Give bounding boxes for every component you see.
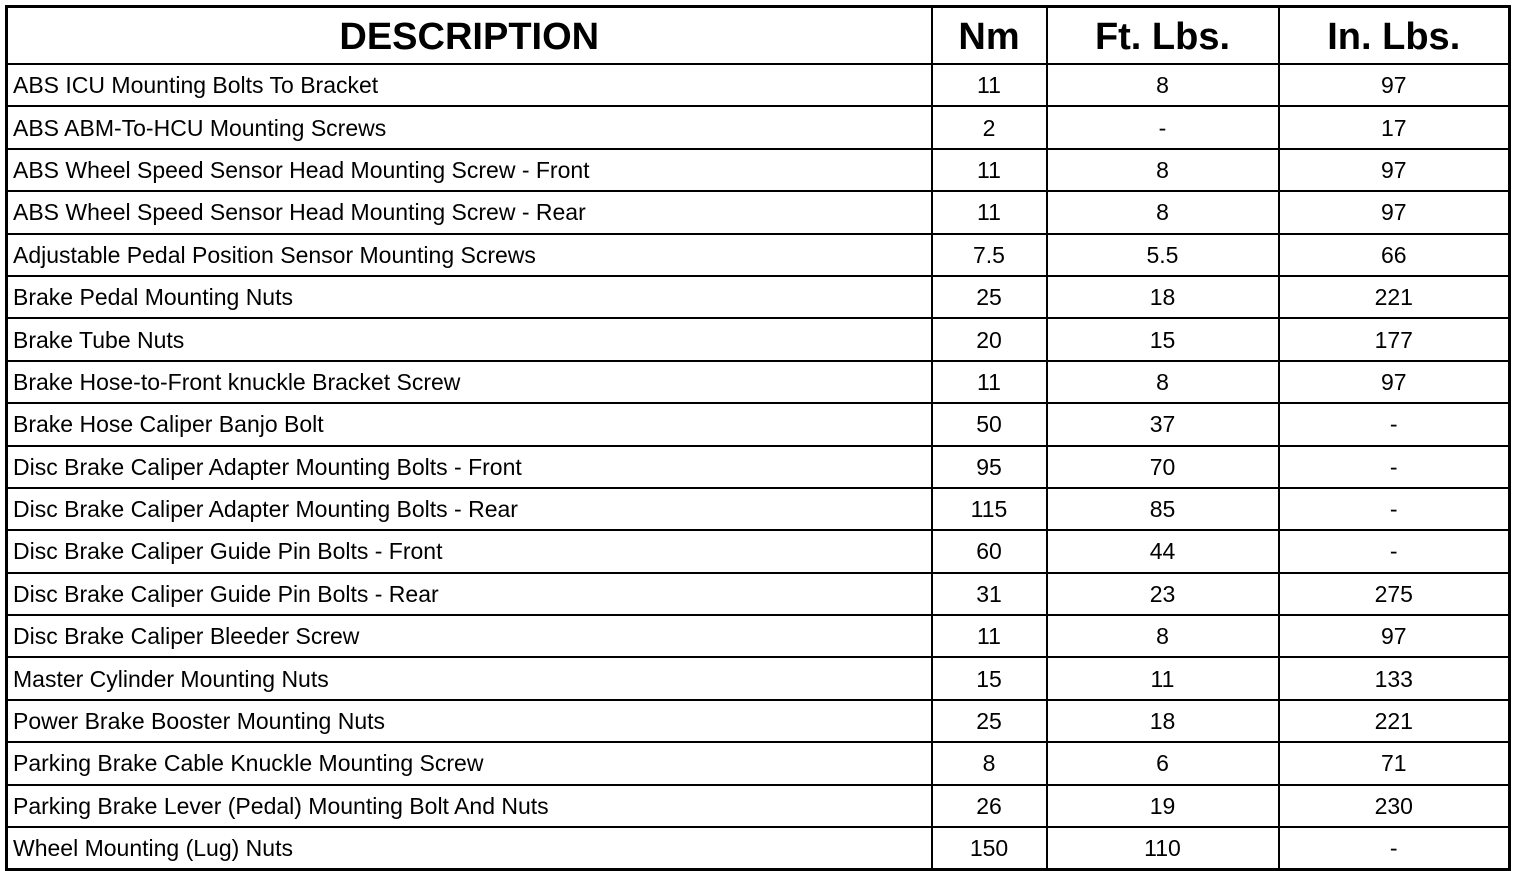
cell-in-lbs: - [1279, 446, 1510, 488]
cell-ft-lbs: 6 [1047, 742, 1279, 784]
table-row [7, 446, 1510, 488]
cell-description: Brake Hose Caliper Banjo Bolt [7, 403, 932, 445]
cell-in-lbs: 71 [1279, 742, 1510, 784]
cell-nm: 150 [932, 827, 1047, 870]
cell-ft-lbs: 37 [1047, 403, 1279, 445]
cell-ft-lbs: 44 [1047, 530, 1279, 572]
table-row [7, 361, 1510, 403]
cell-ft-lbs: 18 [1047, 276, 1279, 318]
cell-nm: 20 [932, 318, 1047, 360]
cell-ft-lbs: 8 [1047, 361, 1279, 403]
cell-nm: 8 [932, 742, 1047, 784]
cell-ft-lbs: 5.5 [1047, 234, 1279, 276]
cell-ft-lbs: 70 [1047, 446, 1279, 488]
cell-in-lbs: - [1279, 827, 1510, 870]
table-row [7, 785, 1510, 827]
cell-in-lbs: 97 [1279, 191, 1510, 233]
cell-nm: 50 [932, 403, 1047, 445]
table-row [7, 530, 1510, 572]
cell-nm: 31 [932, 573, 1047, 615]
cell-nm: 25 [932, 700, 1047, 742]
cell-in-lbs: 97 [1279, 64, 1510, 106]
cell-in-lbs: 97 [1279, 361, 1510, 403]
cell-in-lbs: 133 [1279, 657, 1510, 699]
cell-nm: 95 [932, 446, 1047, 488]
table-row [7, 149, 1510, 191]
cell-description: Power Brake Booster Mounting Nuts [7, 700, 932, 742]
cell-ft-lbs: 85 [1047, 488, 1279, 530]
cell-in-lbs: 97 [1279, 149, 1510, 191]
table-row [7, 700, 1510, 742]
table-body [7, 64, 1510, 870]
cell-in-lbs: 177 [1279, 318, 1510, 360]
cell-nm: 11 [932, 191, 1047, 233]
cell-ft-lbs: 15 [1047, 318, 1279, 360]
table-row [7, 573, 1510, 615]
cell-in-lbs: - [1279, 488, 1510, 530]
cell-in-lbs: 97 [1279, 615, 1510, 657]
cell-in-lbs: - [1279, 403, 1510, 445]
column-header-in-lbs: In. Lbs. [1279, 7, 1510, 65]
cell-description: Wheel Mounting (Lug) Nuts [7, 827, 932, 870]
cell-description: ABS ICU Mounting Bolts To Bracket [7, 64, 932, 106]
cell-description: Brake Pedal Mounting Nuts [7, 276, 932, 318]
cell-description: ABS ABM-To-HCU Mounting Screws [7, 106, 932, 148]
cell-ft-lbs: 18 [1047, 700, 1279, 742]
cell-in-lbs: 66 [1279, 234, 1510, 276]
cell-description: Disc Brake Caliper Adapter Mounting Bolts - Rear [7, 488, 932, 530]
column-header-description: DESCRIPTION [7, 7, 932, 65]
cell-ft-lbs: 8 [1047, 64, 1279, 106]
cell-in-lbs: 230 [1279, 785, 1510, 827]
cell-nm: 11 [932, 615, 1047, 657]
table-row [7, 64, 1510, 106]
cell-description: Disc Brake Caliper Bleeder Screw [7, 615, 932, 657]
cell-nm: 115 [932, 488, 1047, 530]
cell-description: Master Cylinder Mounting Nuts [7, 657, 932, 699]
cell-in-lbs: 221 [1279, 276, 1510, 318]
table-row [7, 191, 1510, 233]
cell-ft-lbs: 8 [1047, 615, 1279, 657]
cell-nm: 26 [932, 785, 1047, 827]
cell-ft-lbs: 110 [1047, 827, 1279, 870]
table-row [7, 106, 1510, 148]
cell-description: ABS Wheel Speed Sensor Head Mounting Screw - Front [7, 149, 932, 191]
table-row [7, 742, 1510, 784]
cell-description: Parking Brake Cable Knuckle Mounting Screw [7, 742, 932, 784]
cell-nm: 60 [932, 530, 1047, 572]
table-row [7, 276, 1510, 318]
cell-nm: 11 [932, 361, 1047, 403]
table-row [7, 234, 1510, 276]
cell-nm: 2 [932, 106, 1047, 148]
column-header-nm: Nm [932, 7, 1047, 65]
cell-ft-lbs: - [1047, 106, 1279, 148]
cell-description: Adjustable Pedal Position Sensor Mounting Screws [7, 234, 932, 276]
column-header-ft-lbs: Ft. Lbs. [1047, 7, 1279, 65]
cell-description: Brake Hose-to-Front knuckle Bracket Screw [7, 361, 932, 403]
cell-ft-lbs: 8 [1047, 149, 1279, 191]
table-row [7, 827, 1510, 870]
table-header-row [7, 7, 1510, 65]
cell-in-lbs: 17 [1279, 106, 1510, 148]
cell-ft-lbs: 11 [1047, 657, 1279, 699]
cell-in-lbs: - [1279, 530, 1510, 572]
table-row [7, 318, 1510, 360]
cell-description: ABS Wheel Speed Sensor Head Mounting Screw - Rear [7, 191, 932, 233]
cell-description: Parking Brake Lever (Pedal) Mounting Bolt And Nuts [7, 785, 932, 827]
table-row [7, 615, 1510, 657]
table-row [7, 657, 1510, 699]
cell-ft-lbs: 8 [1047, 191, 1279, 233]
cell-description: Disc Brake Caliper Guide Pin Bolts - Rear [7, 573, 932, 615]
cell-in-lbs: 275 [1279, 573, 1510, 615]
cell-description: Brake Tube Nuts [7, 318, 932, 360]
cell-description: Disc Brake Caliper Guide Pin Bolts - Front [7, 530, 932, 572]
table-row [7, 488, 1510, 530]
cell-ft-lbs: 23 [1047, 573, 1279, 615]
cell-nm: 11 [932, 64, 1047, 106]
cell-description: Disc Brake Caliper Adapter Mounting Bolts - Front [7, 446, 932, 488]
cell-in-lbs: 221 [1279, 700, 1510, 742]
table-row [7, 403, 1510, 445]
cell-nm: 11 [932, 149, 1047, 191]
torque-specification-table [5, 5, 1511, 871]
cell-nm: 25 [932, 276, 1047, 318]
cell-ft-lbs: 19 [1047, 785, 1279, 827]
cell-nm: 7.5 [932, 234, 1047, 276]
cell-nm: 15 [932, 657, 1047, 699]
